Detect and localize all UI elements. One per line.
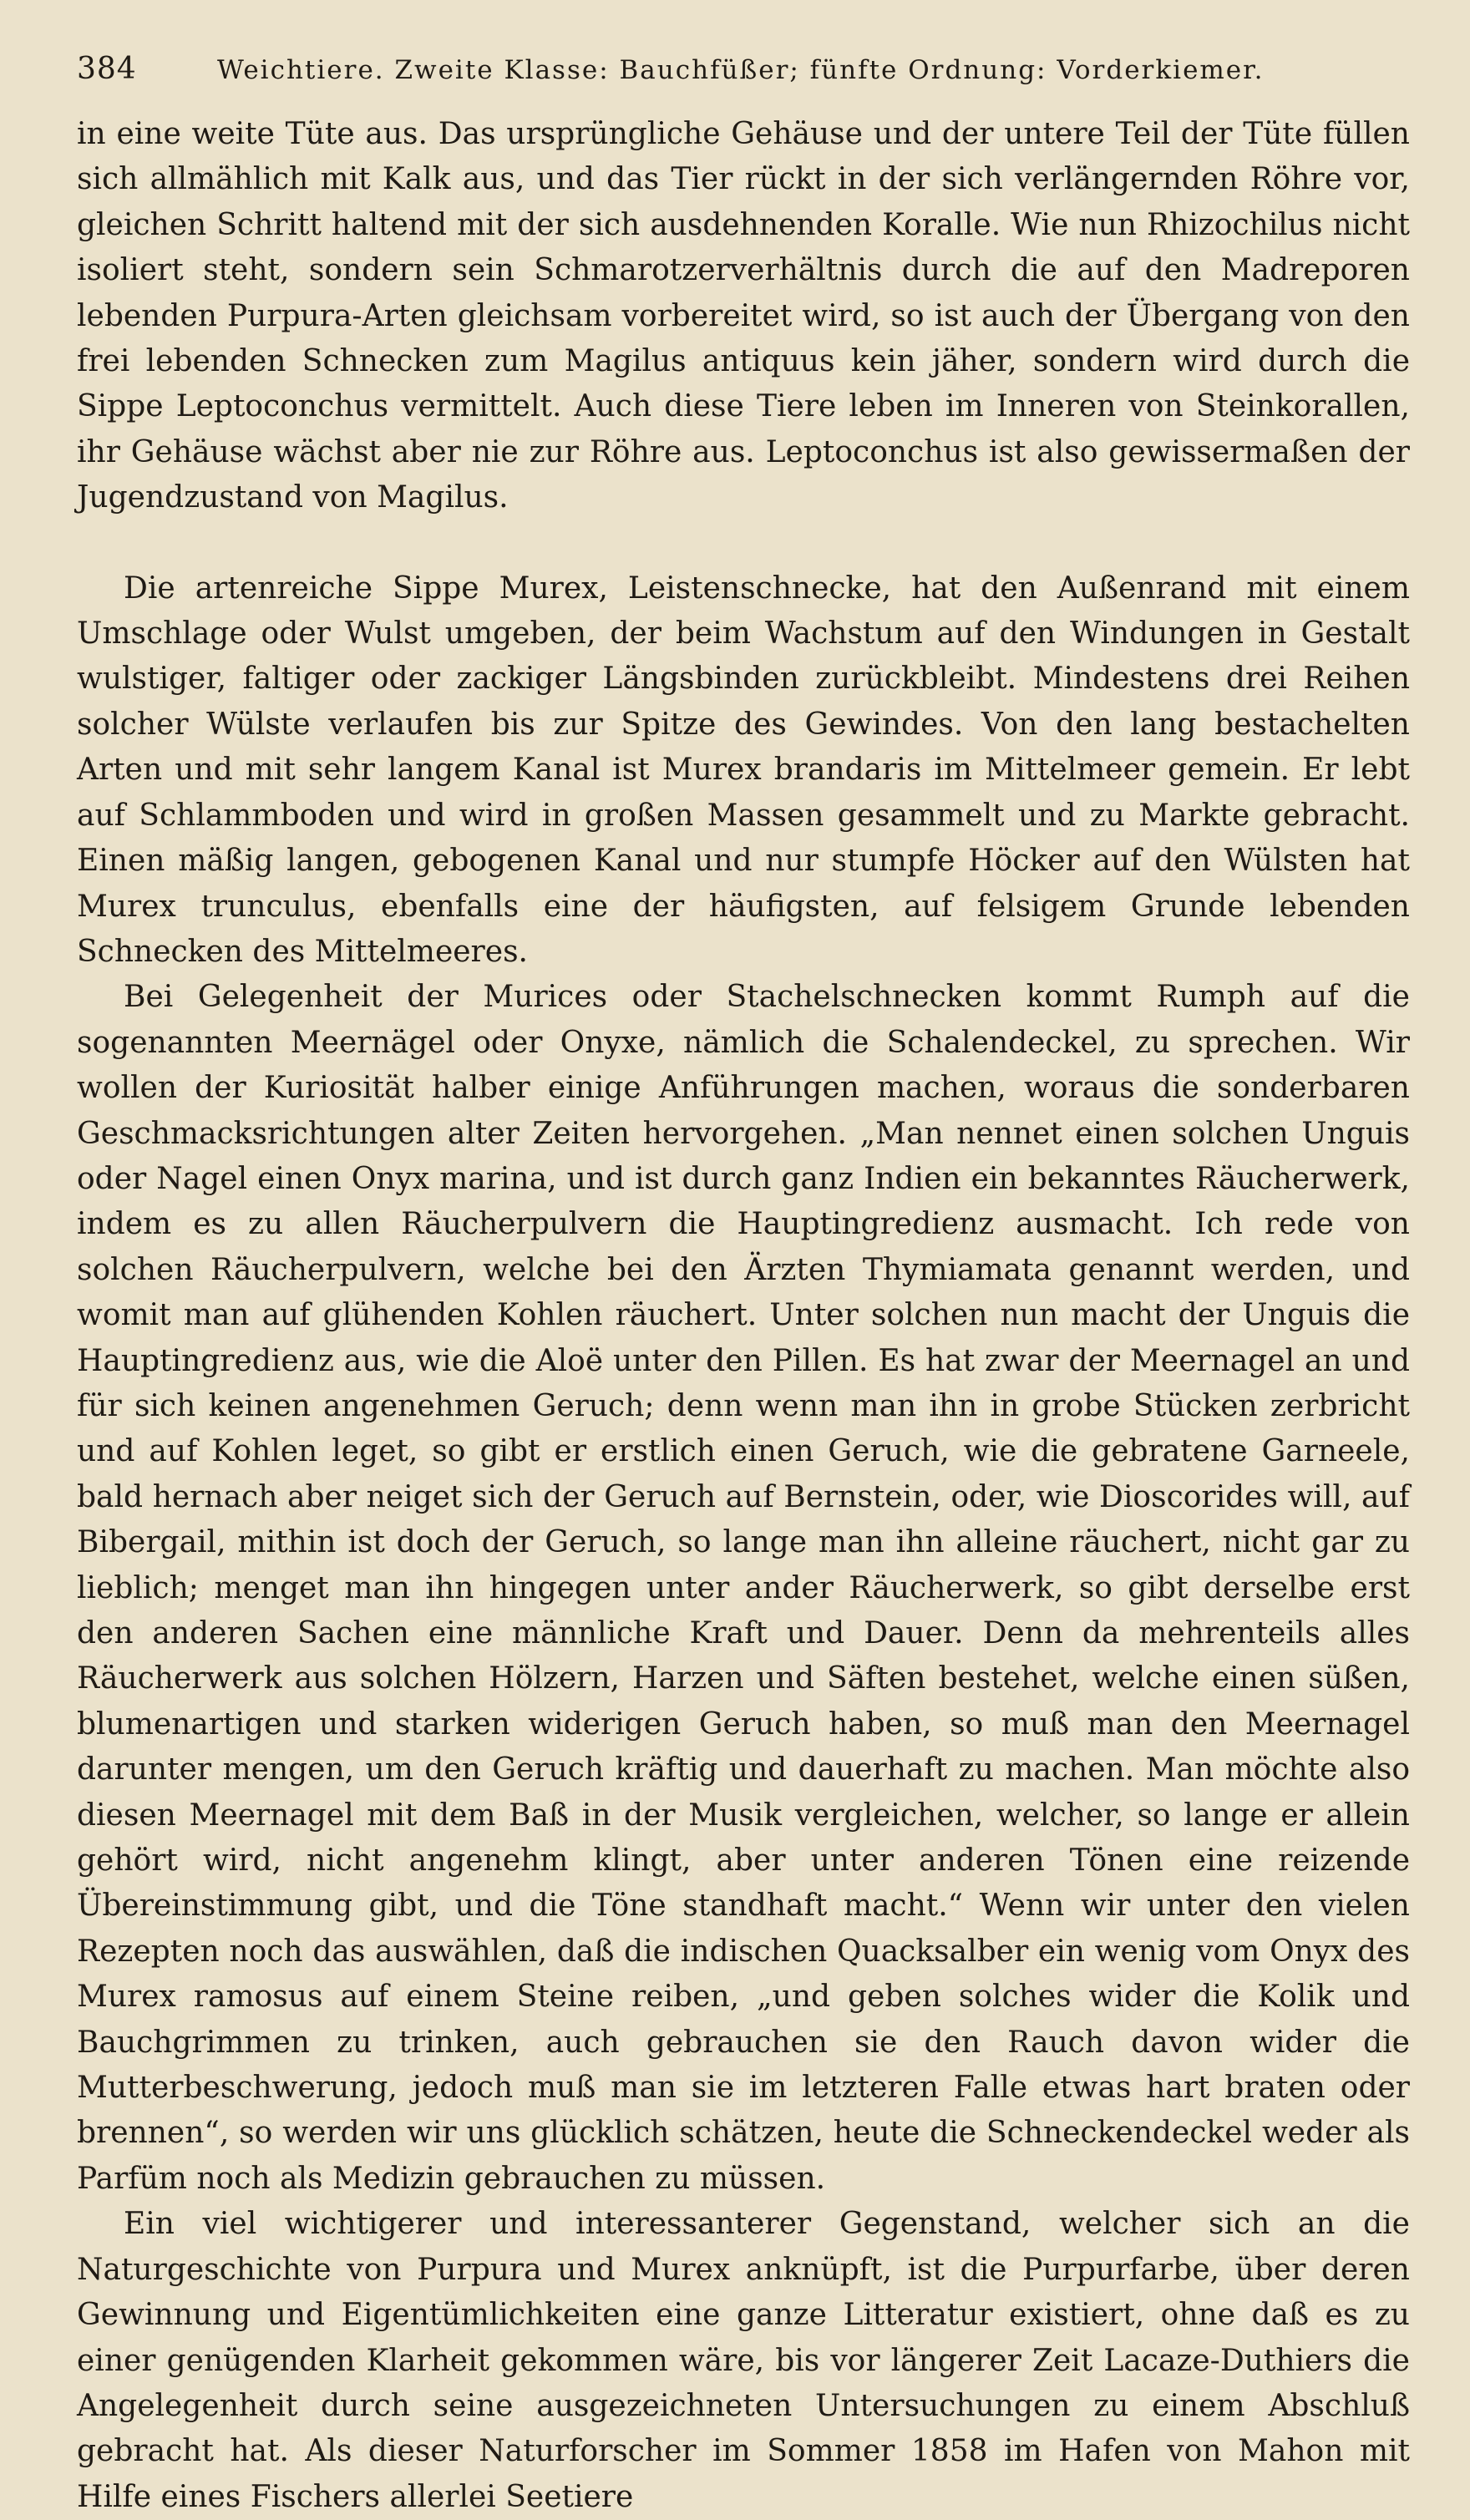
book-page: [77, 52, 1410, 2514]
running-title: Weichtiere. Zweite Klasse: Bauchfüßer; fünfte Ordnung: Vorderkiemer.: [217, 55, 1265, 85]
running-head: [77, 52, 1410, 104]
paragraph-2: Die artenreiche Sippe Murex, Leistenschnecke, hat den Außenrand mit einem Umschlage oder Wulst umgeben, der beim Wachstum auf den Windungen in Gestalt wulstiger, faltiger oder zackiger Längsbinden zurückbleibt. Mindestens drei Reihen solcher Wülste verlaufen bis zur Spitze des Gewindes. Von den lang bestachelten Arten und mit sehr langem Kanal ist Murex brandaris im Mittelmeer gemein. Er lebt auf Schlammboden und wird in großen Massen gesammelt und zu Markte gebracht. Einen mäßig langen, gebogenen Kanal und nur stumpfe Höcker auf den Wülsten hat Murex trunculus, ebenfalls eine der häufigsten, auf felsigem Grunde lebenden Schnecken des Mittelmeeres.: [77, 570, 1410, 969]
paragraph-4: Ein viel wichtigerer und interessanterer Gegenstand, welcher sich an die Naturgeschichte von Purpura und Murex anknüpft, ist die Purpurfarbe, über deren Gewinnung und Eigentümlichkeiten eine ganze Litteratur existiert, ohne daß es zu einer genügenden Klarheit gekommen wäre, bis vor längerer Zeit Lacaze-Duthiers die Angelegenheit durch seine ausgezeichneten Untersuchungen zu einem Abschluß gebracht hat. Als dieser Naturforscher im Sommer 1858 im Hafen von Mahon mit Hilfe eines Fischers allerlei Seetiere: [77, 2207, 1410, 2514]
page-number: 384: [77, 52, 137, 86]
paragraph-3: Bei Gelegenheit der Murices oder Stachelschnecken kommt Rumph auf die sogenannten Meernägel oder Onyxe, nämlich die Schalendeckel, zu sprechen. Wir wollen der Kuriosität halber einige Anführungen machen, woraus die sonderbaren Geschmacksrichtungen alter Zeiten hervorgehen. „Man nennet einen solchen Unguis oder Nagel einen Onyx marina, und ist durch ganz Indien ein bekanntes Räucherwerk, indem es zu allen Räucherpulvern die Hauptingredienz ausmacht. Ich rede von solchen Räucherpulvern, welche bei den Ärzten Thymiamata genannt werden, und womit man auf glühenden Kohlen räuchert. Unter solchen nun macht der Unguis die Hauptingredienz aus, wie die Aloë unter den Pillen. Es hat zwar der Meernagel an und für sich keinen angenehmen Geruch; denn wenn man ihn in grobe Stücken zerbricht und auf Kohlen leget, so gibt er erstlich einen Geruch, wie die gebratene Garneele, bald hernach aber neiget sich der Geruch auf Bernstein, oder, wie Dioscorides will, auf Bibergail, mithin ist doch der Geruch, so lange man ihn alleine räuchert, nicht gar zu lieblich; menget man ihn hingegen unter ander Räucherwerk, so gibt derselbe erst den anderen Sachen eine männliche Kraft und Dauer. Denn da mehrenteils alles Räucherwerk aus solchen Hölzern, Harzen und Säften bestehet, welche einen süßen, blumenartigen und starken widerigen Geruch haben, so muß man den Meernagel darunter mengen, um den Geruch kräftig und dauerhaft zu machen. Man möchte also diesen Meernagel mit dem Baß in der Musik vergleichen, welcher, so lange er allein gehört wird, nicht angenehm klingt, aber unter anderen Tönen eine reizende Übereinstimmung gibt, und die Töne standhaft macht.“ Wenn wir unter den vielen Rezepten noch das auswählen, daß die indischen Quacksalber ein wenig vom Onyx des Murex ramosus auf einem Steine reiben, „und geben solches wider die Kolik und Bauchgrimmen zu trinken, auch gebrauchen sie den Rauch davon wider die Mutterbeschwerung, jedoch muß man sie im letzteren Falle etwas hart braten oder brennen“, so werden wir uns glücklich schätzen, heute die Schneckendeckel weder als Parfüm noch als Medizin gebrauchen zu müssen.: [77, 980, 1410, 2196]
paragraph-1: in eine weite Tüte aus. Das ursprüngliche Gehäuse und der untere Teil der Tüte füllen sich allmählich mit Kalk aus, und das Tier rückt in der sich verlängernden Röhre vor, gleichen Schritt haltend mit der sich ausdehnenden Koralle. Wie nun Rhizochilus nicht isoliert steht, sondern sein Schmarotzerverhältnis durch die auf den Madreporen lebenden Purpura-Arten gleichsam vorbereitet wird, so ist auch der Übergang von den frei lebenden Schnecken zum Magilus antiquus kein jäher, sondern wird durch die Sippe Leptoconchus vermittelt. Auch diese Tiere leben im Inneren von Steinkorallen, ihr Gehäuse wächst aber nie zur Röhre aus. Leptoconchus ist also gewissermaßen der Jugendzustand von Magilus.: [77, 117, 1410, 515]
body-text: [77, 112, 1410, 2520]
